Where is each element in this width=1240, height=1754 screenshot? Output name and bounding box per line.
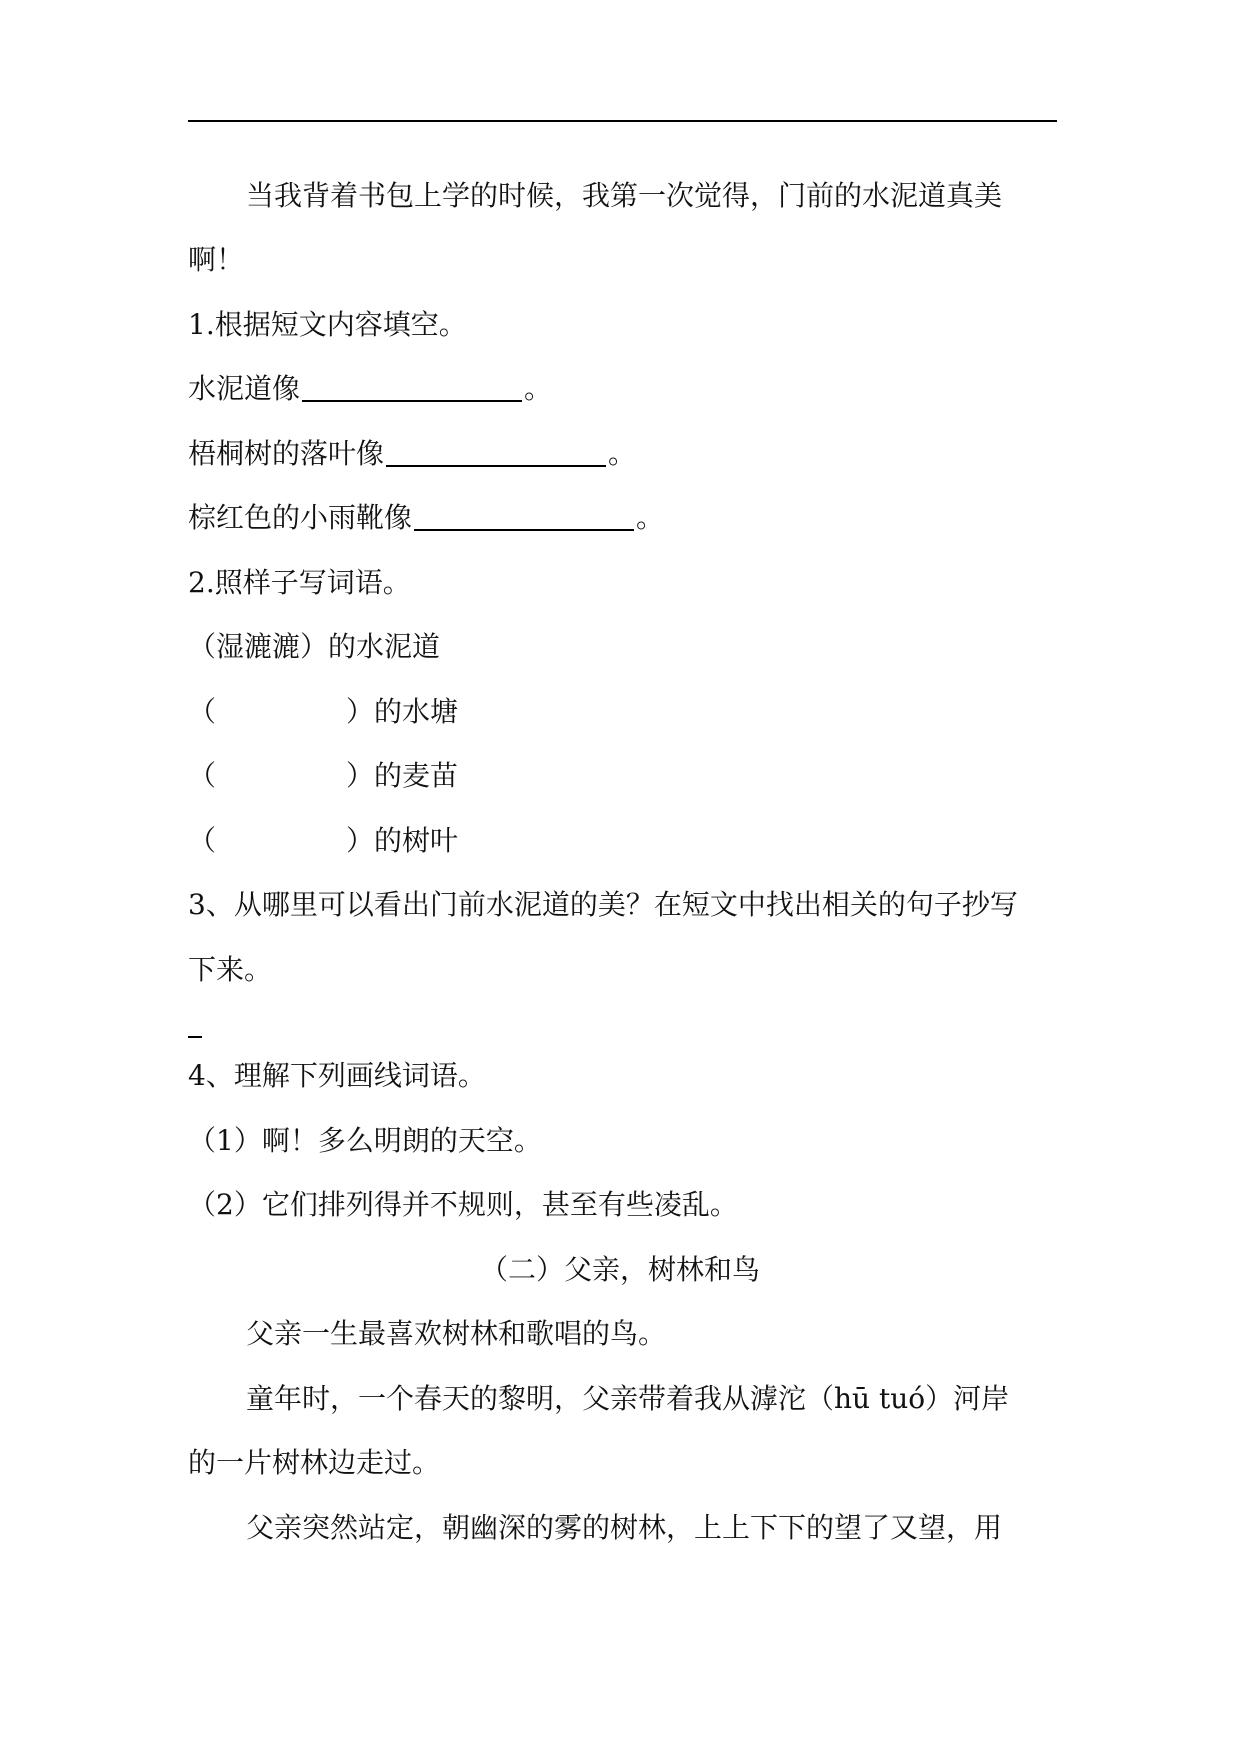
q2-example: （湿漉漉）的水泥道 (188, 630, 441, 663)
q4-heading: 4、理解下列画线词语。 (188, 1059, 486, 1092)
q4-item1: （1）啊！多么明朗的天空。 (188, 1124, 542, 1157)
q3-line2: 下来。 (188, 953, 273, 986)
close-paren: ） (346, 824, 375, 857)
q1-item1 (188, 369, 552, 409)
open-paren: （ (188, 695, 217, 728)
close-paren: ） (346, 695, 375, 728)
passage1-line1: 当我背着书包上学的时候，我第一次觉得，门前的水泥道真美 (246, 179, 1003, 212)
passage2-p1: 父亲一生最喜欢树林和歌唱的鸟。 (246, 1317, 667, 1350)
answer-blank[interactable] (302, 370, 522, 402)
q2-item1 (188, 692, 458, 732)
q1-heading: 1.根据短文内容填空。 (188, 308, 467, 341)
passage2-title: （二）父亲，树林和鸟 (479, 1253, 760, 1286)
q1-item2-text: 梧桐树的落叶像 (188, 437, 385, 470)
answer-blank[interactable] (386, 435, 606, 467)
q4-item2: （2）它们排列得并不规则，甚至有些凌乱。 (188, 1188, 738, 1221)
period: 。 (636, 501, 665, 534)
q1-item3 (188, 498, 664, 538)
q3-line1: 3、从哪里可以看出门前水泥道的美？在短文中找出相关的句子抄写 (188, 888, 1018, 921)
passage2-p3-line1: 父亲突然站定，朝幽深的雾的树林，上上下下的望了又望，用 (246, 1511, 1003, 1544)
passage2-p2-line1: 童年时，一个春天的黎明，父亲带着我从滹沱（hū tuó）河岸 (246, 1382, 1010, 1415)
header-rule (188, 120, 1057, 122)
close-paren: ） (346, 759, 375, 792)
answer-blank[interactable] (414, 499, 634, 531)
period: 。 (524, 372, 553, 405)
q2-item1-text: 的水塘 (374, 695, 459, 728)
q2-item2 (188, 756, 458, 796)
passage1-line2: 啊！ (188, 243, 245, 276)
q2-heading: 2.照样子写词语。 (188, 566, 411, 599)
open-paren: （ (188, 824, 217, 857)
period: 。 (608, 437, 637, 470)
answer-dash (188, 1036, 202, 1038)
q1-item3-text: 棕红色的小雨靴像 (188, 501, 413, 534)
q1-item2 (188, 434, 636, 474)
q2-item2-text: 的麦苗 (374, 759, 459, 792)
open-paren: （ (188, 759, 217, 792)
q2-item3 (188, 821, 458, 861)
passage2-p2-line2: 的一片树林边走过。 (188, 1446, 441, 1479)
q1-item1-text: 水泥道像 (188, 372, 301, 405)
q2-item3-text: 的树叶 (374, 824, 459, 857)
